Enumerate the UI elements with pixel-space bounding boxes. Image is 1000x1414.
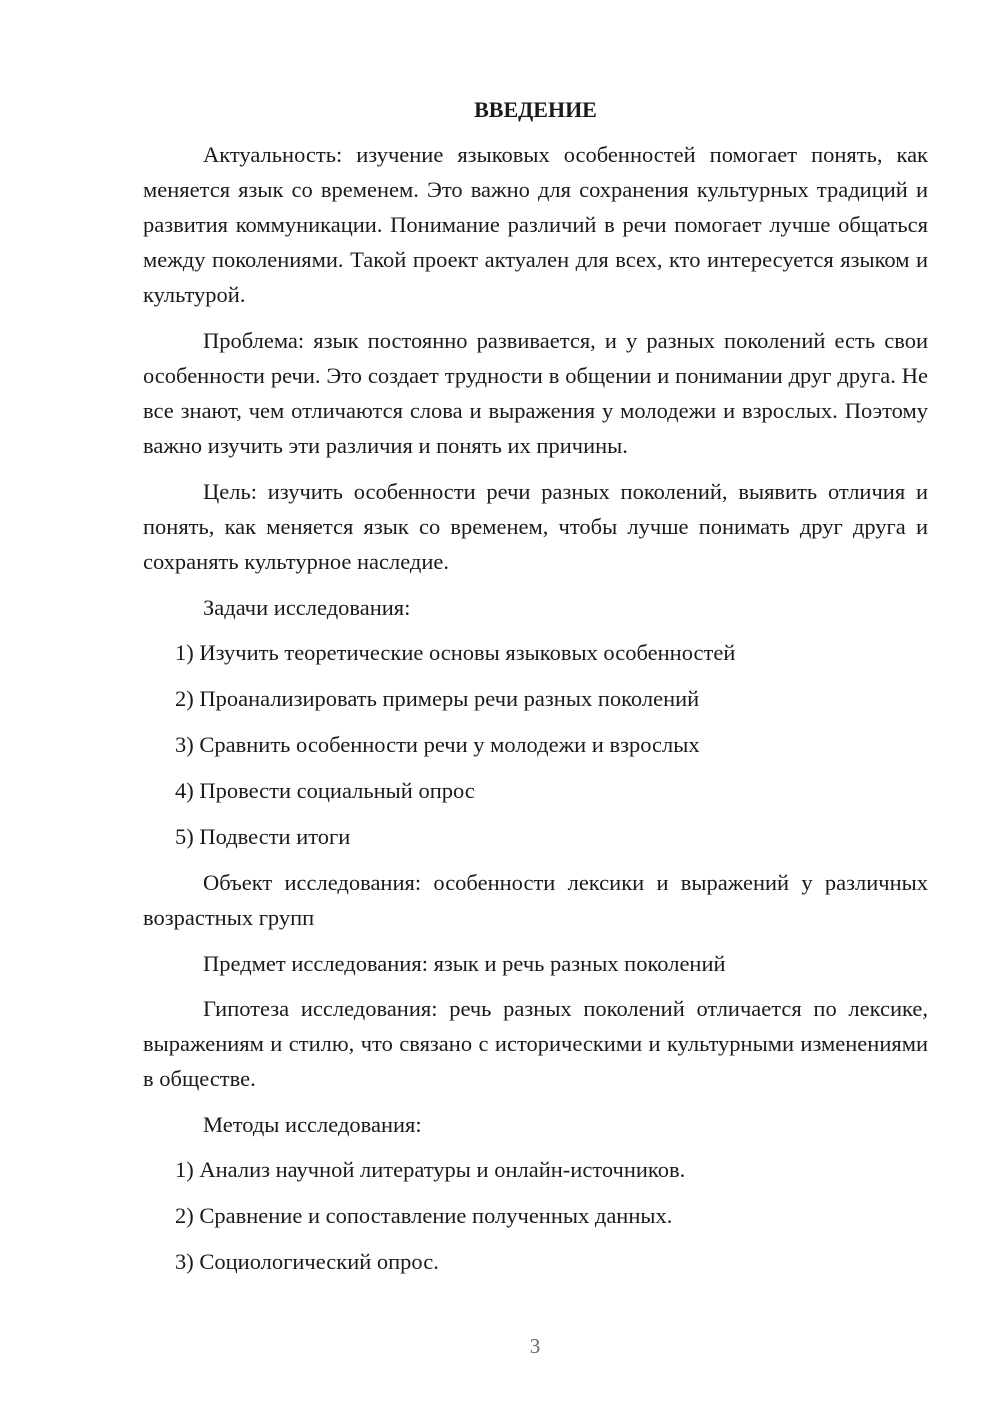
list-item: 2) Проанализировать примеры речи разных поколений — [175, 686, 700, 711]
list-item: 3) Сравнить особенности речи у молодежи и взрослых — [175, 732, 700, 757]
list-item: 5) Подвести итоги — [175, 824, 351, 849]
methods-heading: Методы исследования: — [203, 1112, 422, 1137]
section-title: ВВЕДЕНИЕ — [474, 97, 597, 122]
document-page — [143, 92, 928, 1290]
list-item: 3) Социологический опрос. — [175, 1249, 439, 1274]
object-paragraph: Объект исследования: особенности лексики и выражений у различных возрастных групп — [143, 870, 928, 930]
methods-list — [143, 1152, 928, 1279]
tasks-heading: Задачи исследования: — [203, 595, 411, 620]
list-item: 4) Провести социальный опрос — [175, 778, 475, 803]
page-number: 3 — [529, 1334, 541, 1358]
goal-paragraph: Цель: изучить особенности речи разных поколений, выявить отличия и понять, как меняется язык со временем, чтобы лучше понимать друг друга и сохранять культурное наследие. — [143, 479, 928, 574]
problem-paragraph: Проблема: язык постоянно развивается, и у разных поколений есть свои особенности речи. Это создает трудности в общении и понимании друг друга. Не все знают, чем отличаются слова и выражения у молодежи и взрослых. Поэтому важно изучить эти различия и понять их причины. — [143, 328, 928, 458]
list-item: 1) Анализ научной литературы и онлайн-источников. — [175, 1157, 686, 1182]
hypothesis-paragraph: Гипотеза исследования: речь разных поколений отличается по лексике, выражениям и стилю, что связано с историческими и культурными изменениями в обществе. — [143, 996, 928, 1091]
subject-paragraph: Предмет исследования: язык и речь разных поколений — [203, 951, 726, 976]
tasks-list — [143, 635, 928, 854]
list-item: 2) Сравнение и сопоставление полученных данных. — [175, 1203, 673, 1228]
list-item: 1) Изучить теоретические основы языковых особенностей — [175, 640, 736, 665]
relevance-paragraph: Актуальность: изучение языковых особенностей помогает понять, как меняется язык со временем. Это важно для сохранения культурных традиций и развития коммуникации. Понимание различий в речи помогает лучше общаться между поколениями. Такой проект актуален для всех, кто интересуется языком и культурой. — [143, 142, 928, 307]
